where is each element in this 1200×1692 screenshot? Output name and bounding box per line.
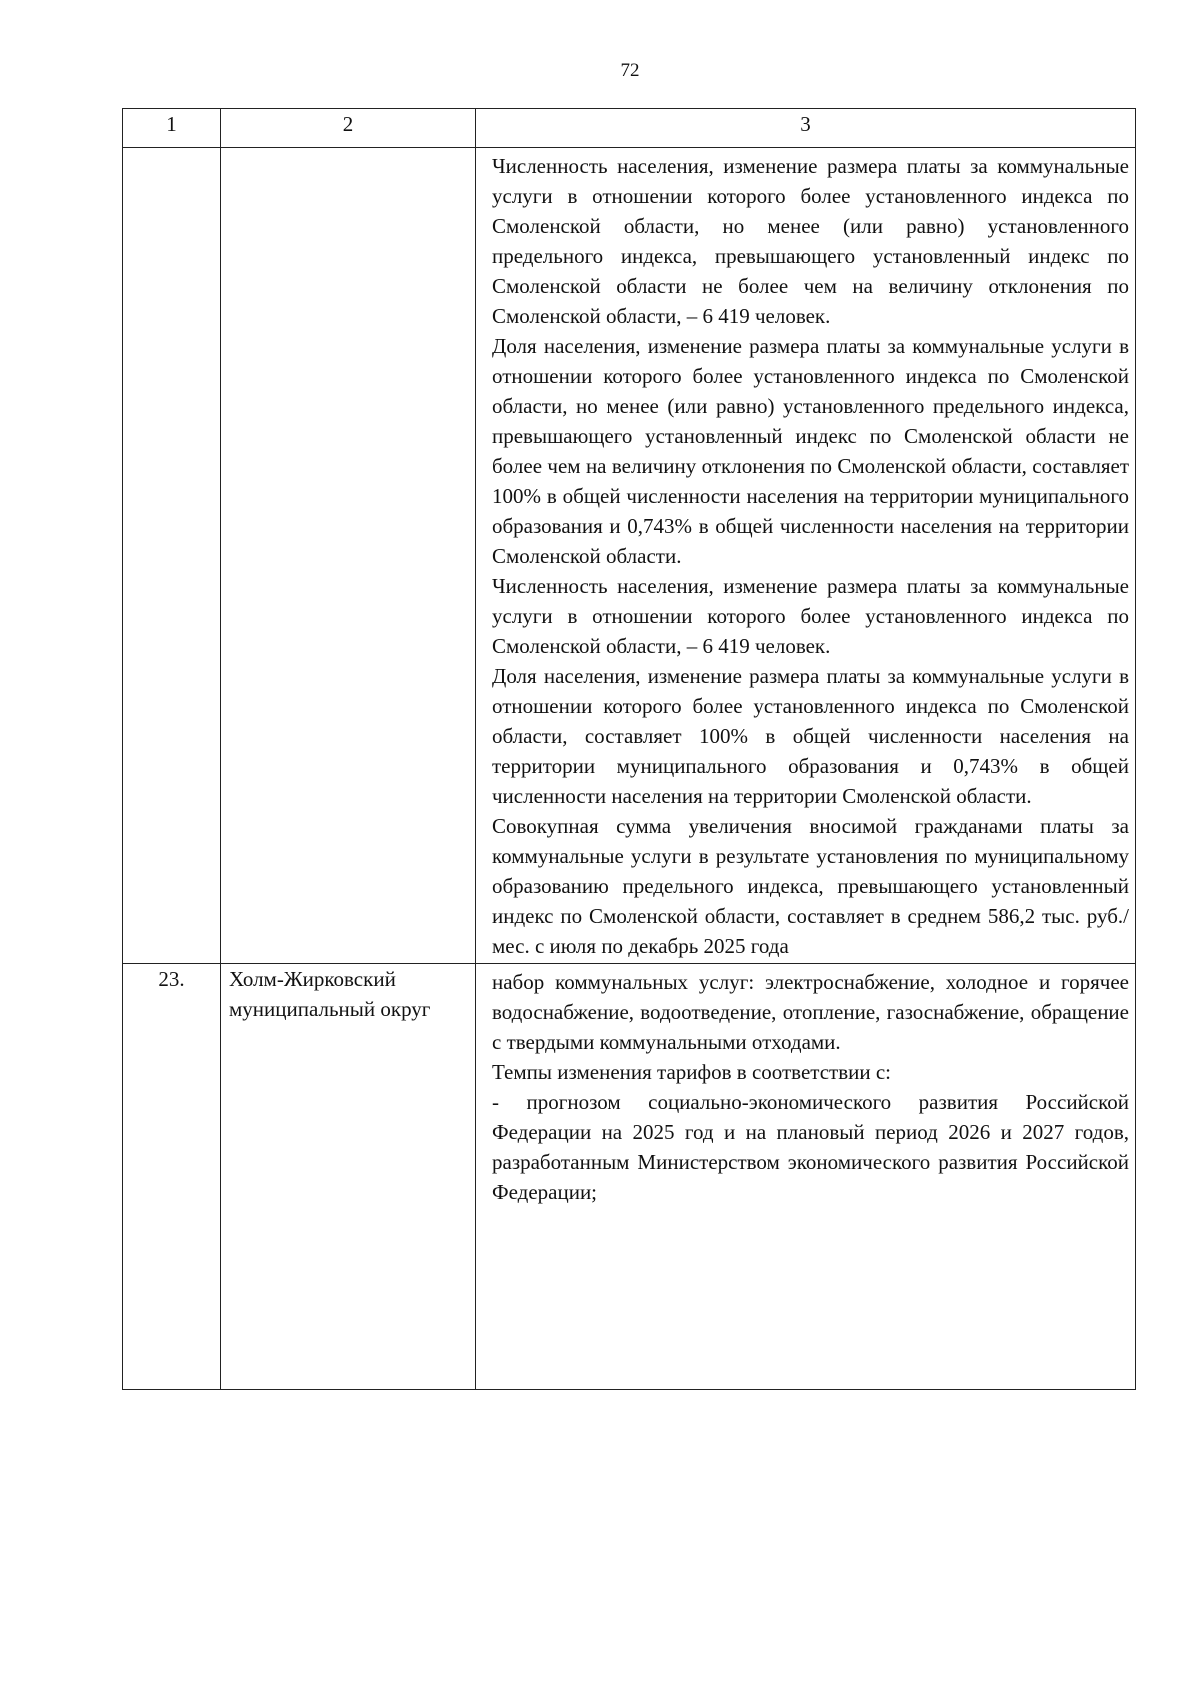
row-name-cell: Холм-Жирковский муниципальный округ bbox=[221, 964, 476, 1390]
paragraph-population-count-2: Численность населения, изменение размера платы за коммунальные услуги в отношении которого более установленного индекса по Смоленской области, – 6 419 человек. bbox=[492, 574, 1129, 658]
paragraph-forecast: - прогнозом социально-экономического развития Российской Федерации на 2025 год и на плановый период 2026 и 2027 годов, разработанным Министерством экономического развития Российской Федерации; bbox=[492, 1090, 1129, 1204]
row-description-cell bbox=[476, 148, 1136, 964]
row-description-cell bbox=[476, 964, 1136, 1390]
row-name-cell bbox=[221, 148, 476, 964]
paragraph-population-share: Доля населения, изменение размера платы за коммунальные услуги в отношении которого более установленного индекса по Смоленской области, но менее (или равно) установленного предельного индекса, превышающего установленный индекс по Смоленской области не более чем на величину отклонения по Смоленской области, составляет 100% в общей численности населения на территории муниципального образования и 0,743% в общей численности населения на территории Смоленской области. bbox=[492, 334, 1129, 568]
data-table bbox=[122, 108, 1136, 1390]
table-row-continuation bbox=[123, 148, 1136, 964]
column-header-3: 3 bbox=[476, 109, 1136, 148]
table-row-23 bbox=[123, 964, 1136, 1390]
column-header-1: 1 bbox=[123, 109, 221, 148]
page-number: 72 bbox=[620, 60, 640, 81]
column-header-2: 2 bbox=[221, 109, 476, 148]
paragraph-utility-set: набор коммунальных услуг: электроснабжение, холодное и горячее водоснабжение, водоотведение, отопление, газоснабжение, обращение с твердыми коммунальными отходами. bbox=[492, 970, 1129, 1054]
paragraph-population-count: Численность населения, изменение размера платы за коммунальные услуги в отношении которого более установленного индекса по Смоленской области, но менее (или равно) установленного предельного индекса, превышающего установленный индекс по Смоленской области не более чем на величину отклонения по Смоленской области, – 6 419 человек. bbox=[492, 154, 1129, 328]
row-number-cell bbox=[123, 148, 221, 964]
row-number-cell: 23. bbox=[123, 964, 221, 1390]
paragraph-total-increase: Совокупная сумма увеличения вносимой гражданами платы за коммунальные услуги в результате установления по муниципальному образованию предельного индекса, превышающего установленный индекс по Смоленской области, составляет в среднем 586,2 тыс. руб./мес. с июля по декабрь 2025 года bbox=[492, 814, 1129, 958]
paragraph-tariff-rates: Темпы изменения тарифов в соответствии с: bbox=[492, 1060, 892, 1084]
paragraph-population-share-2: Доля населения, изменение размера платы за коммунальные услуги в отношении которого более установленного индекса по Смоленской области, составляет 100% в общей численности населения на территории муниципального образования и 0,743% в общей численности населения на территории Смоленской области. bbox=[492, 664, 1129, 808]
header-row bbox=[123, 109, 1136, 148]
